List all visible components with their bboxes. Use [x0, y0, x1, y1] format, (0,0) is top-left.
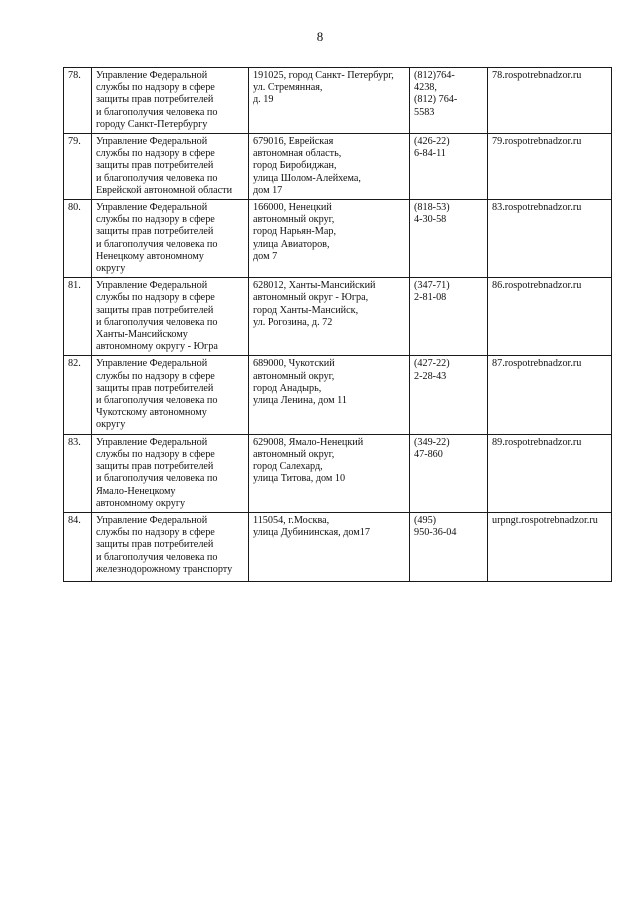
agency-website: 83.rospotrebnadzor.ru — [488, 200, 612, 278]
agency-website: 87.rospotrebnadzor.ru — [488, 356, 612, 434]
agency-name: Управление Федеральной службы по надзору в сфере защиты прав потребителей и благополучия человека по городу Санкт-Петербургу — [92, 68, 249, 134]
agency-address: 166000, Ненецкий автономный округ, город Нарьян-Мар, улица Авиаторов, дом 7 — [249, 200, 410, 278]
table-row — [64, 356, 612, 434]
agency-website: 78.rospotrebnadzor.ru — [488, 68, 612, 134]
table-row — [64, 68, 612, 134]
agency-name: Управление Федеральной службы по надзору в сфере защиты прав потребителей и благополучия человека по Ненецкому автономному округу — [92, 200, 249, 278]
agency-website: 86.rospotrebnadzor.ru — [488, 278, 612, 356]
agency-table — [63, 67, 612, 582]
agency-address: 191025, город Санкт- Петербург, ул. Стремянная, д. 19 — [249, 68, 410, 134]
agency-name: Управление Федеральной службы по надзору в сфере защиты прав потребителей и благополучия человека по Ямало-Ненецкому автономному округу — [92, 434, 249, 512]
agency-name: Управление Федеральной службы по надзору в сфере защиты прав потребителей и благополучия человека по железнодорожному транспорту — [92, 512, 249, 581]
row-number: 82. — [64, 356, 92, 434]
row-number: 81. — [64, 278, 92, 356]
page-number: 8 — [316, 29, 324, 44]
agency-address: 628012, Ханты-Мансийский автономный округ - Югра, город Ханты-Мансийск, ул. Рогозина, д. 72 — [249, 278, 410, 356]
agency-website: 89.rospotrebnadzor.ru — [488, 434, 612, 512]
agency-name: Управление Федеральной службы по надзору в сфере защиты прав потребителей и благополучия человека по Еврейской автономной области — [92, 134, 249, 200]
agency-phone: (818-53) 4-30-58 — [410, 200, 488, 278]
agency-name: Управление Федеральной службы по надзору в сфере защиты прав потребителей и благополучия человека по Ханты-Мансийскому автономному округу - Югра — [92, 278, 249, 356]
row-number: 79. — [64, 134, 92, 200]
row-number: 80. — [64, 200, 92, 278]
table-row — [64, 278, 612, 356]
agency-phone: (349-22) 47-860 — [410, 434, 488, 512]
table-row — [64, 434, 612, 512]
row-number: 84. — [64, 512, 92, 581]
agency-address: 689000, Чукотский автономный округ, город Анадырь, улица Ленина, дом 11 — [249, 356, 410, 434]
table-row — [64, 200, 612, 278]
agency-address: 115054, г.Москва, улица Дубининская, дом17 — [249, 512, 410, 581]
agency-phone: (347-71) 2-81-08 — [410, 278, 488, 356]
agency-website: urpngt.rospotrebnadzor.ru — [488, 512, 612, 581]
row-number: 78. — [64, 68, 92, 134]
agency-phone: (426-22) 6-84-11 — [410, 134, 488, 200]
agency-address: 679016, Еврейская автономная область, город Биробиджан, улица Шолом-Алейхема, дом 17 — [249, 134, 410, 200]
table-row — [64, 134, 612, 200]
agency-phone: (427-22) 2-28-43 — [410, 356, 488, 434]
table-row — [64, 512, 612, 581]
agency-phone: (495) 950-36-04 — [410, 512, 488, 581]
agency-website: 79.rospotrebnadzor.ru — [488, 134, 612, 200]
row-number: 83. — [64, 434, 92, 512]
agency-name: Управление Федеральной службы по надзору в сфере защиты прав потребителей и благополучия человека по Чукотскому автономному округу — [92, 356, 249, 434]
agency-phone: (812)764- 4238, (812) 764- 5583 — [410, 68, 488, 134]
agency-address: 629008, Ямало-Ненецкий автономный округ, город Салехард, улица Титова, дом 10 — [249, 434, 410, 512]
